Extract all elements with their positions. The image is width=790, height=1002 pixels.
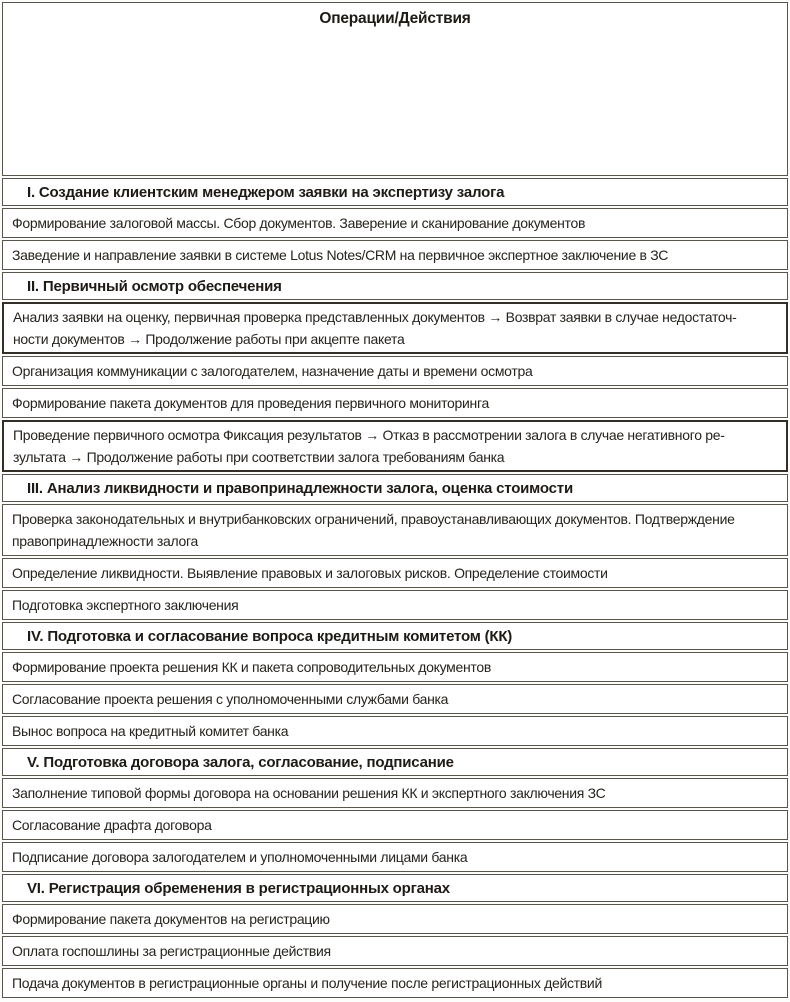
row-line: зультата → Продолжение работы при соответствии залога требованиям банка xyxy=(13,449,505,465)
section-row-4: IV. Подготовка и согласование вопроса кредитным комитетом (КК) xyxy=(2,622,788,650)
table-title: Операции/Действия xyxy=(319,10,471,27)
table-row: Вынос вопроса на кредитный комитет банка xyxy=(2,716,788,746)
table-row xyxy=(2,504,788,556)
table-row: Подготовка экспертного заключения xyxy=(2,590,788,620)
table-header-cell xyxy=(2,2,788,176)
row-line: Анализ заявки на оценку, первичная проверка представленных документов → Возврат заявки в случае недостаточ- xyxy=(13,309,737,325)
section-row-3: III. Анализ ликвидности и правопринадлежности залога, оценка стоимости xyxy=(2,474,788,502)
table-row: Подача документов в регистрационные органы и получение после регистрационных действий xyxy=(2,968,788,998)
section-row-1: I. Создание клиентским менеджером заявки на экспертизу залога xyxy=(2,178,788,206)
section-row-2: II. Первичный осмотр обеспечения xyxy=(2,272,788,300)
table-row: Организация коммуникации с залогодателем, назначение даты и времени осмотра xyxy=(2,356,788,386)
table-row-decision xyxy=(2,420,788,472)
table-row: Формирование пакета документов для проведения первичного мониторинга xyxy=(2,388,788,418)
row-line: ности документов → Продолжение работы при акцепте пакета xyxy=(13,331,405,347)
table-row: Заведение и направление заявки в системе Lotus Notes/CRM на первичное экспертное заключение в ЗС xyxy=(2,240,788,270)
table-row: Оплата госпошлины за регистрационные действия xyxy=(2,936,788,966)
section-row-6: VI. Регистрация обременения в регистрационных органах xyxy=(2,874,788,902)
table-row: Формирование пакета документов на регистрацию xyxy=(2,904,788,934)
table-row: Согласование драфта договора xyxy=(2,810,788,840)
row-line: правопринадлежности залога xyxy=(12,533,198,549)
table-row: Заполнение типовой формы договора на основании решения КК и экспертного заключения ЗС xyxy=(2,778,788,808)
table-row: Определение ликвидности. Выявление правовых и залоговых рисков. Определение стоимости xyxy=(2,558,788,588)
table-row: Подписание договора залогодателем и уполномоченными лицами банка xyxy=(2,842,788,872)
row-line: Проверка законодательных и внутрибанковских ограничений, правоустанавливающих документов. Подтверждение xyxy=(12,511,735,527)
section-row-5: V. Подготовка договора залога, согласование, подписание xyxy=(2,748,788,776)
row-line: Проведение первичного осмотра Фиксация результатов → Отказ в рассмотрении залога в случае негативного ре- xyxy=(13,427,725,443)
table-row: Формирование залоговой массы. Сбор документов. Заверение и сканирование документов xyxy=(2,208,788,238)
table-row: Согласование проекта решения с уполномоченными службами банка xyxy=(2,684,788,714)
table-row-decision xyxy=(2,302,788,354)
table-row: Формирование проекта решения КК и пакета сопроводительных документов xyxy=(2,652,788,682)
